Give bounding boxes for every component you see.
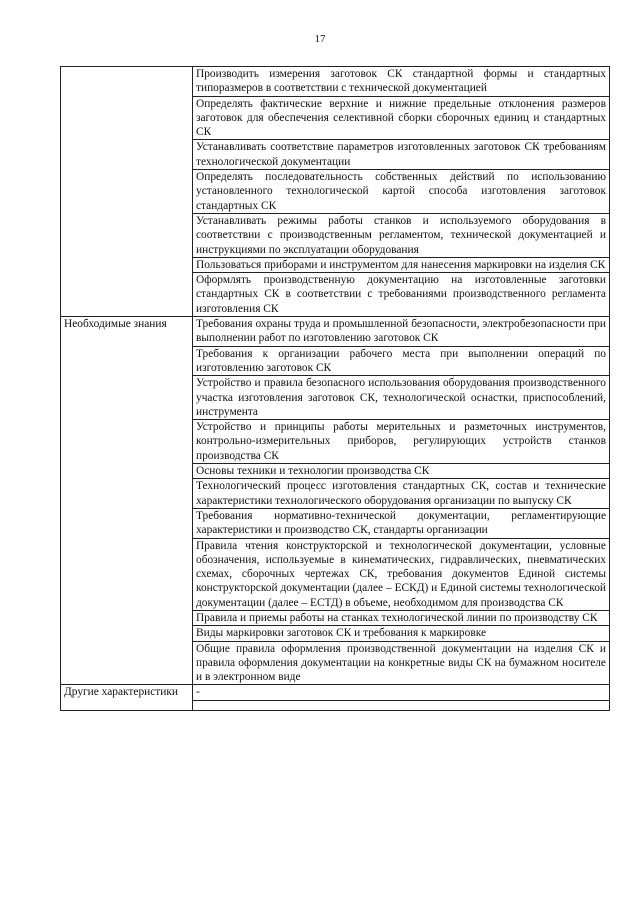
requirement-item: Устройство и принципы работы мерительных и разметочных инструментов, контрольно-измерительных приборов, регулирующих устройств станков производства СК: [193, 420, 610, 464]
requirement-item: Производить измерения заготовок СК стандартной формы и стандартных типоразмеров в соответствии с технической документацией: [193, 67, 610, 97]
requirements-table: [60, 66, 610, 711]
requirement-item: Устанавливать соответствие параметров изготовленных заготовок СК требованиям технологической документации: [193, 140, 610, 170]
table-row: [61, 67, 610, 97]
requirement-item: Требования нормативно-технической документации, регламентирующие характеристики и производство СК, стандарты организации: [193, 508, 610, 538]
requirement-item: Требования к организации рабочего места при выполнении операций по изготовлению заготовок СК: [193, 346, 610, 376]
requirement-item: Оформлять производственную документацию на изготовленные заготовки стандартных СК в соответствии с требованиями производственного регламента изготовления СК: [193, 273, 610, 317]
section-label: Необходимые знания: [61, 317, 193, 685]
requirement-item: Виды маркировки заготовок СК и требования к маркировке: [193, 626, 610, 641]
requirement-item: -: [193, 685, 610, 700]
requirement-item: Общие правила оформления производственной документации на изделия СК и правила оформления документации на конкретные виды СК на бумажном носителе и в электронном виде: [193, 641, 610, 685]
requirement-item: Определять фактические верхние и нижние предельные отклонения размеров заготовок для обеспечения селективной сборки сборочных единиц и стандартных СК: [193, 96, 610, 140]
table-row: [61, 685, 610, 700]
requirement-item: Устанавливать режимы работы станков и используемого оборудования в соответствии с производственным регламентом, технической документацией и инструкциями по эксплуатации оборудования: [193, 213, 610, 257]
table-row: [61, 317, 610, 347]
requirement-item: Определять последовательность собственных действий по использованию установленного технологической картой способа изготовления заготовок стандартных СК: [193, 170, 610, 214]
section-label: Другие характеристики: [61, 685, 193, 710]
requirement-item: Технологический процесс изготовления стандартных СК, состав и технические характеристики технологического оборудования организации по выпуску СК: [193, 479, 610, 509]
requirement-item: Правила чтения конструкторской и технологической документации, условные обозначения, используемые в кинематических, гидравлических, пневматических схемах, сборочных чертежах СК, требования документов Единой системы конструкторской документации (далее – ЕСКД) и Единой системы технологической документации (далее – ЕСТД) в объеме, необходимом для производства СК: [193, 538, 610, 610]
section-label: [61, 67, 193, 317]
page-number: 17: [314, 33, 326, 45]
requirements-table-body: [61, 67, 610, 711]
empty-cell: [193, 700, 610, 710]
requirement-item: Устройство и правила безопасного использования оборудования производственного участка изготовления заготовок СК, технологической оснастки, приспособлений, инструмента: [193, 376, 610, 420]
requirement-item: Требования охраны труда и промышленной безопасности, электробезопасности при выполнении работ по изготовлению заготовок СК: [193, 317, 610, 347]
requirement-item: Основы техники и технологии производства СК: [193, 464, 610, 479]
requirement-item: Правила и приемы работы на станках технологической линии по производству СК: [193, 610, 610, 625]
requirement-item: Пользоваться приборами и инструментом для нанесения маркировки на изделия СК: [193, 257, 610, 272]
